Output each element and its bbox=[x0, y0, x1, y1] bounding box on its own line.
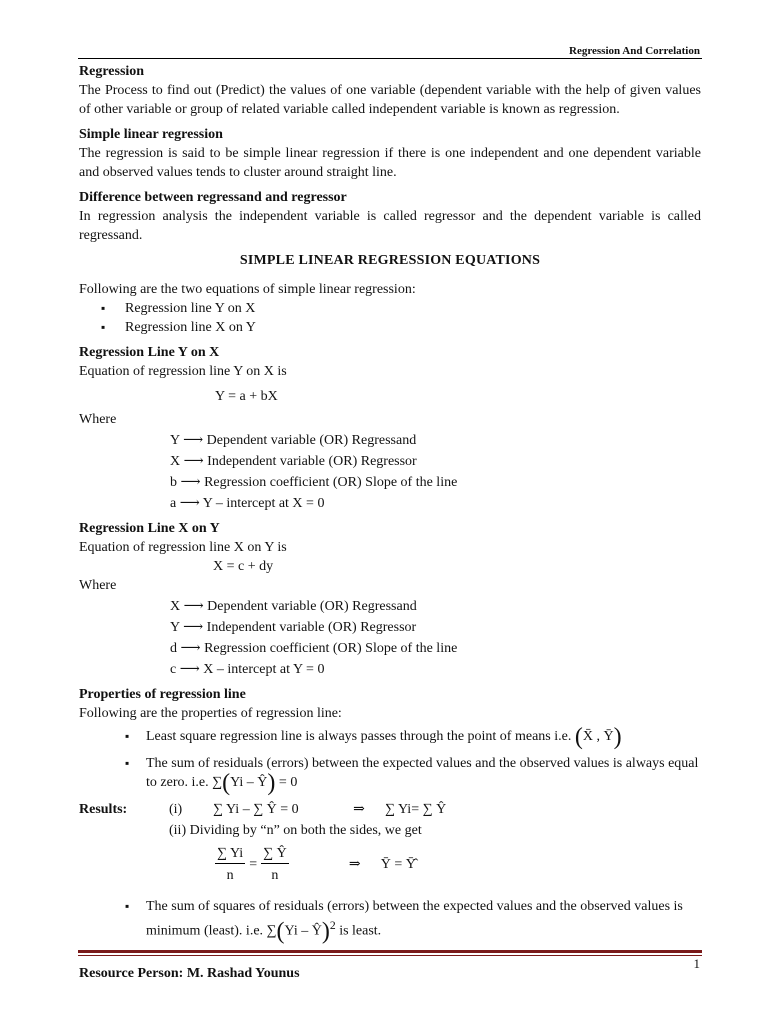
definition-line: d ⟶ Regression coefficient (OR) Slope of the line bbox=[170, 641, 458, 656]
result-row-2-fraction: $\frac{\sum Yi}{n}$ = $\frac{\sum Ŷ}{n}$ ⇒ Ȳ = Ȳ̂ bbox=[217, 846, 416, 883]
result-row-2-text: (ii) Dividing by “n” on both the sides, we get bbox=[169, 823, 422, 838]
properties-list-2 bbox=[79, 897, 701, 945]
definition-line: Y ⟶ Dependent variable (OR) Regressand bbox=[170, 433, 417, 448]
results-label: Results: bbox=[79, 802, 128, 817]
property-text: Least square regression line is always passes through the point of means i.e. bbox=[146, 729, 572, 744]
xony-equation: X = c + dy bbox=[213, 559, 274, 574]
page-content bbox=[79, 62, 701, 949]
properties-heading: Properties of regression line bbox=[79, 687, 246, 702]
xony-where: Where bbox=[79, 578, 117, 593]
definition-line: c ⟶ X – intercept at Y = 0 bbox=[170, 662, 325, 677]
resource-person: Resource Person: M. Rashad Younus bbox=[79, 966, 300, 981]
list-item: ▪ Regression line Y on X bbox=[125, 299, 701, 318]
properties-list bbox=[79, 723, 701, 796]
property-tail: = 0 bbox=[278, 775, 298, 790]
result-equation: Ȳ = Ȳ̂ bbox=[380, 857, 416, 872]
regression-text: The Process to find out (Predict) the values of one variable (dependent variable with the help of given values of other variable or group of related variable called independent variable is known as regression. bbox=[79, 83, 701, 117]
footer-rule bbox=[78, 955, 702, 956]
definition-line: X ⟶ Dependent variable (OR) Regressand bbox=[170, 599, 417, 614]
difference-heading: Difference between regressand and regressor bbox=[79, 190, 347, 205]
property-math: Yi – Ŷ bbox=[230, 775, 268, 790]
xony-intro: Equation of regression line X on Y is bbox=[79, 540, 287, 555]
result-equation: ∑ Yi= ∑ Ŷ bbox=[385, 802, 447, 817]
yonx-intro: Equation of regression line Y on X is bbox=[79, 364, 287, 379]
simple-heading: Simple linear regression bbox=[79, 127, 223, 142]
property-tail: is least. bbox=[339, 923, 382, 939]
fraction: $\frac{\sum Ŷ}{n}$ bbox=[263, 846, 287, 883]
definition-line: X ⟶ Independent variable (OR) Regressor bbox=[170, 454, 417, 469]
implies-symbol: ⇒ bbox=[353, 802, 365, 817]
property-math: Yi – Ŷ bbox=[284, 923, 322, 939]
result-row-1 bbox=[79, 800, 701, 819]
simple-text: The regression is said to be simple linear regression if there is one independent and one dependent variable and observed values tends to cluster around straight line. bbox=[79, 146, 701, 180]
result-tag: (i) bbox=[169, 802, 183, 817]
property-math: X̄ , Ȳ bbox=[582, 729, 614, 744]
yonx-definitions bbox=[79, 431, 701, 513]
yonx-where: Where bbox=[79, 412, 117, 427]
property-text: The sum of residuals (errors) between the expected values and the observed values is always equal to zero. i.e. bbox=[146, 756, 699, 790]
yonx-equation: Y = a + bX bbox=[215, 389, 278, 404]
fraction: $\frac{\sum Yi}{n}$ bbox=[217, 846, 244, 883]
footer-rule bbox=[78, 950, 702, 953]
difference-text: In regression analysis the independent variable is called regressor and the dependent variable is called regressand. bbox=[79, 209, 701, 243]
page-number: 1 bbox=[693, 956, 700, 971]
equations-intro: Following are the two equations of simple linear regression: bbox=[79, 282, 416, 297]
equations-heading: SIMPLE LINEAR REGRESSION EQUATIONS bbox=[239, 253, 541, 268]
property-item: ▪ The sum of squares of residuals (errors) between the expected values and the observed values is minimum (least). i.e. ∑(Yi – Ŷ)$^2$ is least. bbox=[146, 897, 701, 941]
equations-list bbox=[79, 299, 701, 337]
xony-definitions bbox=[79, 597, 701, 679]
list-item: ▪ Regression line X on Y bbox=[125, 318, 701, 337]
result-equation: ∑ Yi – ∑ Ŷ = 0 bbox=[213, 802, 299, 817]
properties-intro: Following are the properties of regression line: bbox=[79, 706, 342, 721]
yonx-heading: Regression Line Y on X bbox=[79, 345, 220, 360]
regression-heading: Regression bbox=[79, 64, 145, 79]
definition-line: Y ⟶ Independent variable (OR) Regressor bbox=[170, 620, 417, 635]
property-text: The sum of squares of residuals (errors) between the expected values and the observed values is minimum (least). i.e. bbox=[146, 899, 683, 939]
definition-line: b ⟶ Regression coefficient (OR) Slope of the line bbox=[170, 475, 458, 490]
property-item: ▪ Least square regression line is always passes through the point of means i.e. (X̄ , Ȳ) bbox=[146, 727, 701, 746]
xony-heading: Regression Line X on Y bbox=[79, 521, 220, 536]
running-header: Regression And Correlation bbox=[569, 45, 700, 57]
definition-line: a ⟶ Y – intercept at X = 0 bbox=[170, 496, 325, 511]
implies-symbol: ⇒ bbox=[348, 857, 361, 872]
property-item: ▪ The sum of residuals (errors) between the expected values and the observed values is always equal to zero. i.e. ∑(Yi – Ŷ) = 0 bbox=[146, 754, 701, 792]
header-rule bbox=[78, 58, 702, 59]
